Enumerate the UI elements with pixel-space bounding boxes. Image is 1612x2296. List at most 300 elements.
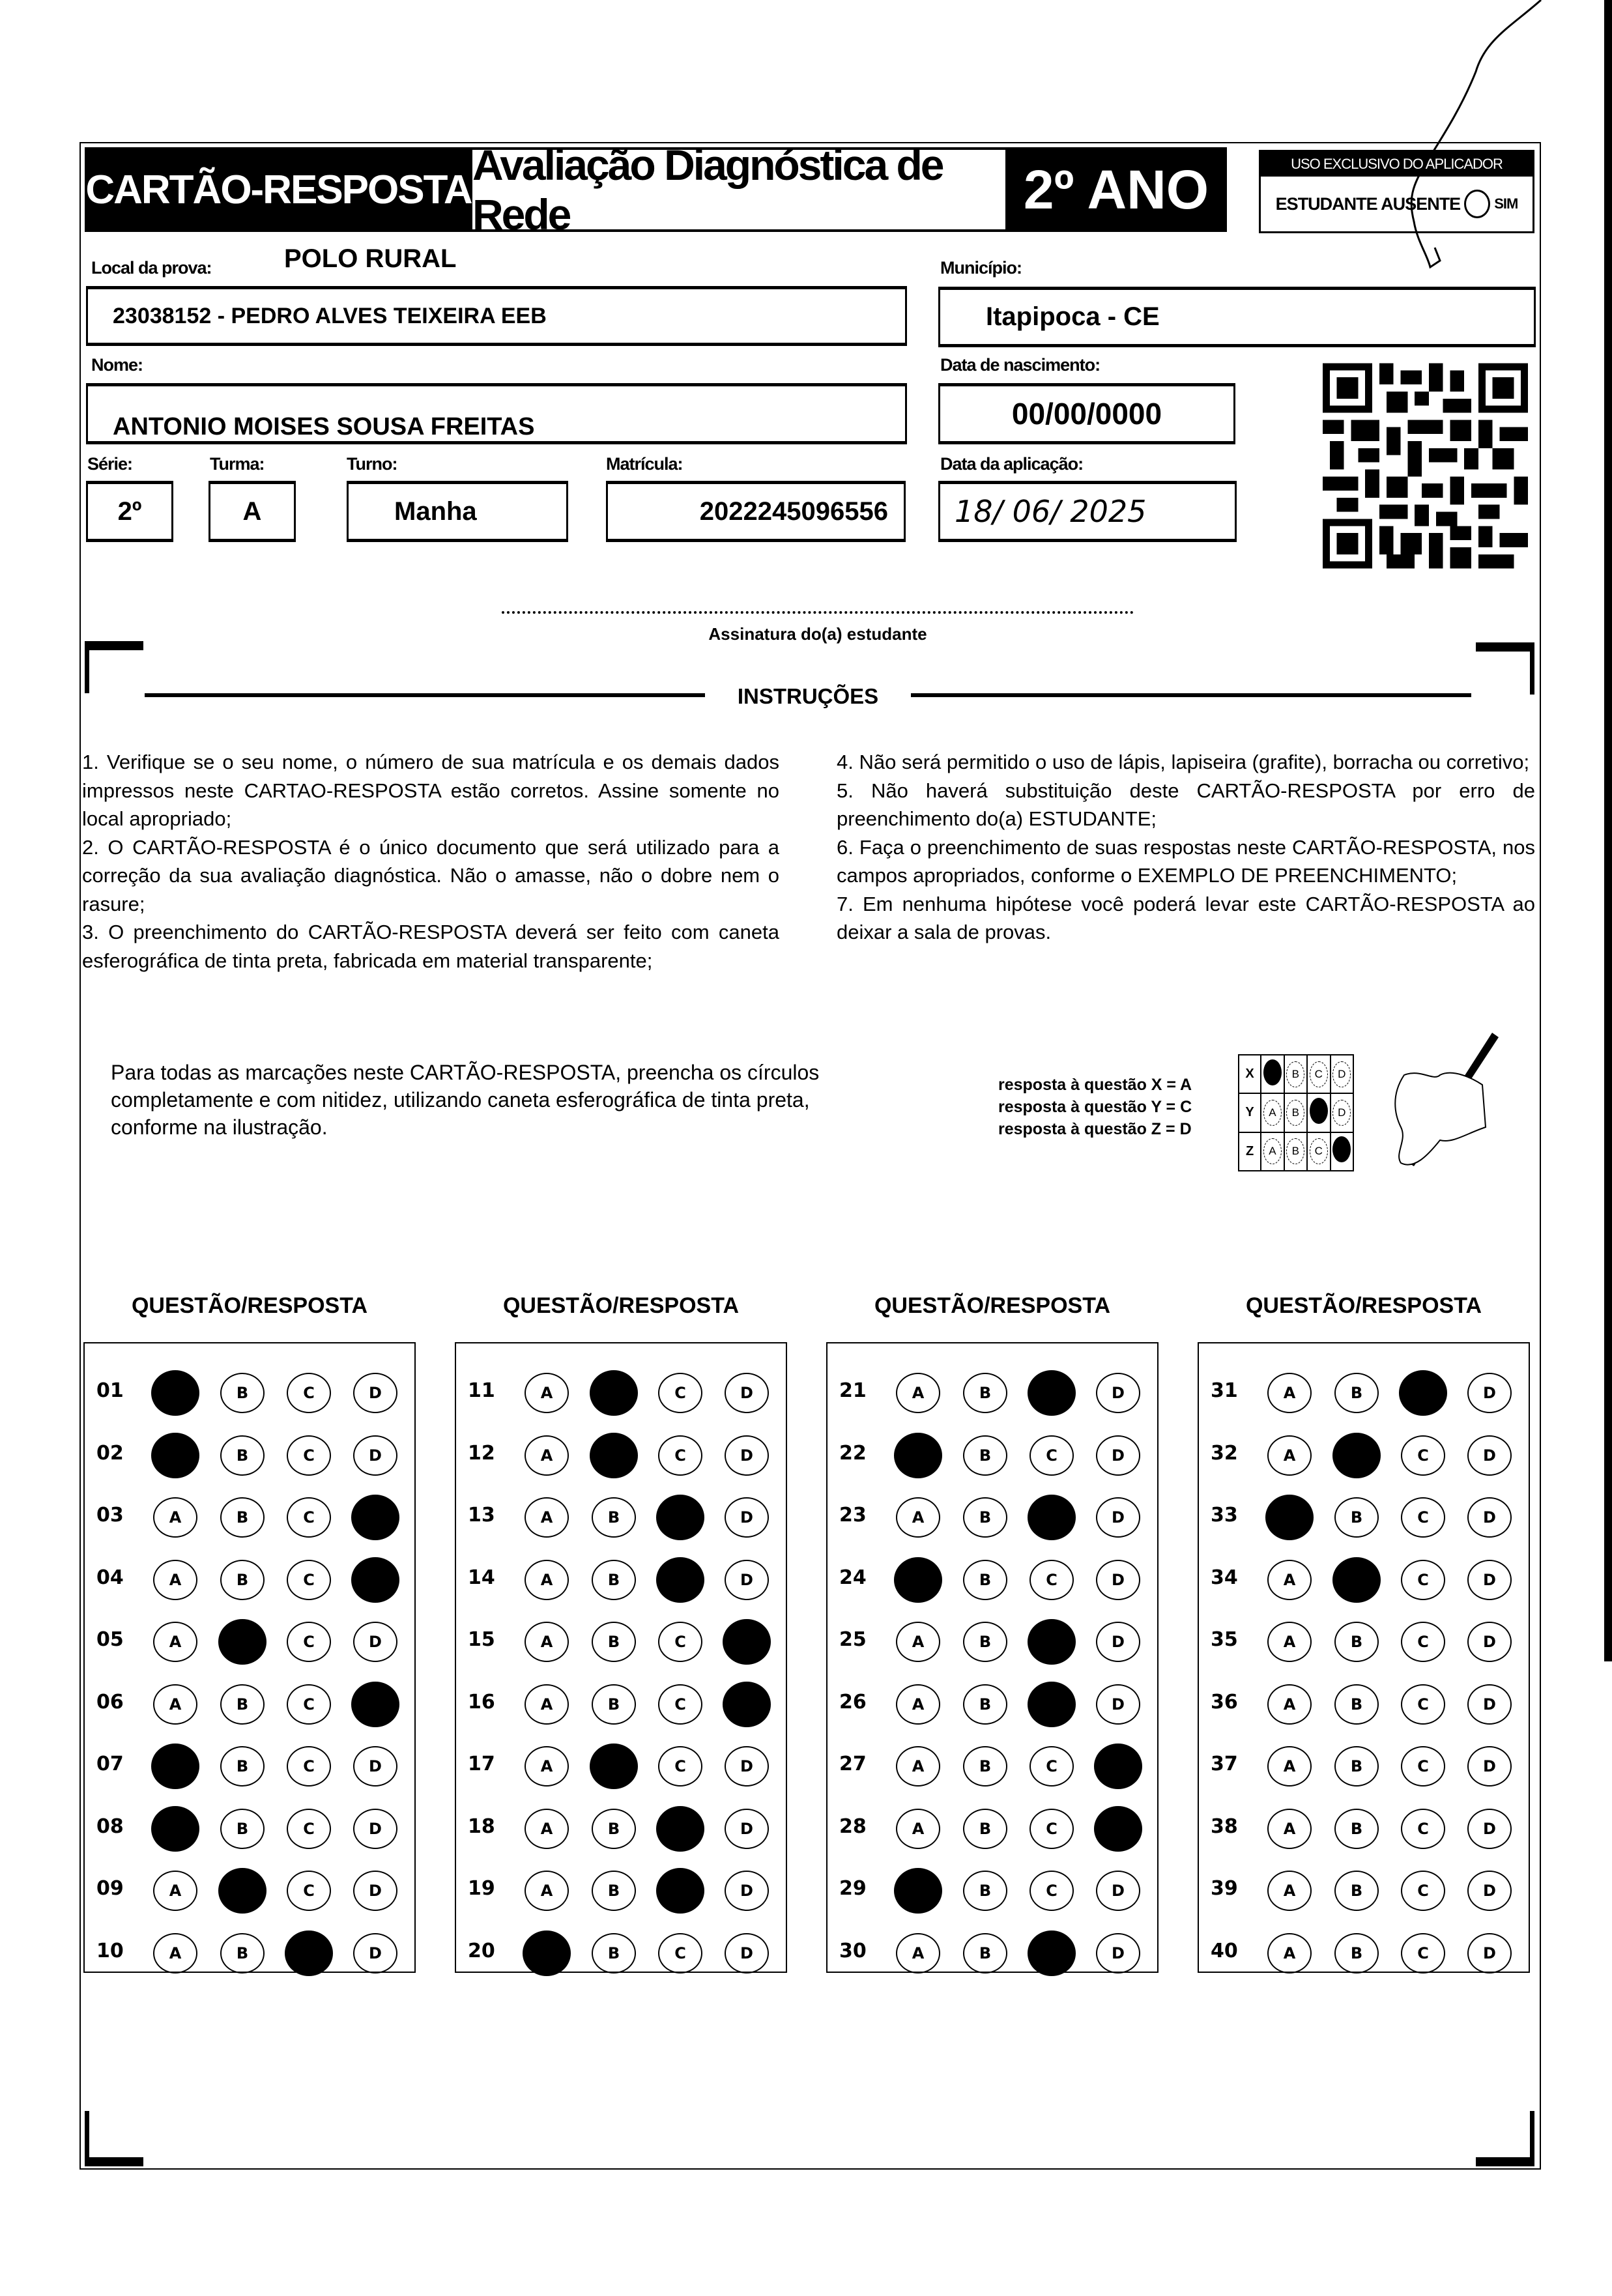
instructions-divider-right: [911, 693, 1471, 697]
answer-bubble[interactable]: B: [963, 1373, 1007, 1413]
question-row: [1199, 1746, 1529, 1785]
example-bubble-filled: [1263, 1059, 1282, 1085]
name-field: [86, 383, 907, 444]
answer-bubble[interactable]: C: [658, 1435, 702, 1476]
column-title: QUESTÃO/RESPOSTA: [1245, 1293, 1482, 1318]
answer-bubble[interactable]: B: [220, 1373, 265, 1413]
answer-bubble[interactable]: B: [592, 1809, 636, 1849]
question-row: [1199, 1435, 1529, 1474]
answer-bubble[interactable]: B: [1334, 1809, 1379, 1849]
question-row: [456, 1746, 786, 1785]
answer-bubble[interactable]: A: [896, 1684, 940, 1725]
question-number: 02: [96, 1441, 124, 1465]
answer-bubble[interactable]: A: [153, 1684, 197, 1725]
answer-bubble[interactable]: D: [725, 1933, 769, 1973]
answer-bubble-filled[interactable]: [590, 1370, 638, 1416]
answer-bubble[interactable]: B: [592, 1560, 636, 1600]
answer-bubble[interactable]: C: [1401, 1871, 1445, 1911]
answer-bubble-filled[interactable]: [1028, 1619, 1076, 1665]
question-row: [456, 1933, 786, 1972]
grade-year: 2º ANO: [1005, 147, 1227, 232]
example-bubble-filled: [1310, 1098, 1328, 1124]
answer-column-1: [83, 1342, 416, 1973]
example-bubble: A: [1263, 1100, 1282, 1126]
instruction-item: 7. Em nenhuma hipótese você poderá levar este CARTÃO-RESPOSTA ao deixar a sala de provas.: [837, 892, 1535, 943]
answer-bubble[interactable]: A: [525, 1435, 569, 1476]
shift-label: Turno:: [347, 454, 397, 474]
question-row: [85, 1435, 414, 1474]
answer-bubble-filled[interactable]: [1332, 1557, 1381, 1603]
example-bubble: C: [1310, 1138, 1328, 1164]
instruction-item: 5. Não haverá substituição deste CARTÃO-RESPOSTA por erro de preenchimento do(a) ESTUDANTE;: [837, 779, 1535, 830]
answer-bubble[interactable]: A: [153, 1497, 197, 1538]
answer-bubble[interactable]: D: [1096, 1497, 1140, 1538]
answer-bubble-filled[interactable]: [723, 1682, 771, 1727]
answer-bubble-filled[interactable]: [656, 1806, 704, 1852]
answer-bubble[interactable]: A: [1267, 1560, 1312, 1600]
answer-bubble[interactable]: A: [153, 1560, 197, 1600]
question-number: 14: [468, 1566, 495, 1589]
enrollment-value: 2022245096556: [699, 496, 888, 526]
card-title: CARTÃO-RESPOSTA: [85, 167, 472, 212]
registration-mark-bottom-right: [1476, 2111, 1534, 2166]
example-bubble: D: [1332, 1061, 1351, 1087]
answer-bubble[interactable]: D: [353, 1809, 397, 1849]
answer-bubble[interactable]: A: [525, 1809, 569, 1849]
question-row: [456, 1373, 786, 1412]
question-row: [85, 1871, 414, 1910]
answer-bubble[interactable]: D: [1467, 1684, 1512, 1725]
answer-bubble[interactable]: B: [1334, 1497, 1379, 1538]
question-number: 03: [96, 1504, 124, 1527]
question-row: [456, 1497, 786, 1536]
answer-bubble[interactable]: B: [592, 1497, 636, 1538]
question-row: [828, 1497, 1157, 1536]
question-row: [85, 1809, 414, 1848]
answer-bubble[interactable]: C: [1401, 1435, 1445, 1476]
fill-instructions: Para todas as marcações neste CARTÃO-RESPOSTA, preencha os círculos completamente e com nitidez, utilizando caneta esferográfica de tinta preta, conforme na ilustração.: [111, 1061, 820, 1139]
answer-bubble[interactable]: D: [1467, 1622, 1512, 1662]
registration-mark-top-right: [1476, 642, 1534, 695]
answer-bubble[interactable]: C: [658, 1933, 702, 1973]
answer-bubble[interactable]: C: [1029, 1746, 1074, 1787]
answer-bubble[interactable]: B: [592, 1622, 636, 1662]
answer-bubble[interactable]: B: [963, 1622, 1007, 1662]
answer-bubble-filled[interactable]: [351, 1682, 399, 1727]
question-row: [1199, 1373, 1529, 1412]
enrollment-label: Matrícula:: [606, 454, 683, 474]
answer-bubble[interactable]: C: [287, 1809, 331, 1849]
question-number: 18: [468, 1815, 495, 1838]
answer-bubble[interactable]: B: [1334, 1746, 1379, 1787]
answer-bubble[interactable]: C: [1401, 1684, 1445, 1725]
question-row: [85, 1746, 414, 1785]
exam-location-value: POLO RURAL: [284, 244, 457, 273]
question-row: [85, 1373, 414, 1412]
answer-bubble[interactable]: D: [1096, 1373, 1140, 1413]
answer-bubble[interactable]: B: [220, 1560, 265, 1600]
question-row: [456, 1560, 786, 1599]
answer-bubble[interactable]: D: [1096, 1435, 1140, 1476]
answer-bubble-filled[interactable]: [590, 1433, 638, 1478]
answer-column-2: [455, 1342, 787, 1973]
example-bubble: B: [1286, 1100, 1304, 1126]
municipality-label: Município:: [940, 258, 1022, 278]
answer-bubble[interactable]: B: [1334, 1373, 1379, 1413]
answer-bubble-filled[interactable]: [1028, 1930, 1076, 1976]
answer-bubble[interactable]: D: [725, 1871, 769, 1911]
question-number: 01: [96, 1379, 124, 1402]
answer-bubble[interactable]: A: [1267, 1933, 1312, 1973]
answer-bubble[interactable]: A: [896, 1746, 940, 1787]
instructions-divider-left: [145, 693, 705, 697]
answer-bubble-filled[interactable]: [656, 1495, 704, 1540]
answer-bubble[interactable]: A: [896, 1497, 940, 1538]
question-row: [828, 1933, 1157, 1972]
answer-bubble[interactable]: B: [963, 1560, 1007, 1600]
answer-bubble[interactable]: D: [353, 1435, 397, 1476]
birthdate-field: [938, 383, 1235, 444]
class-field: [209, 481, 296, 542]
question-row: [456, 1622, 786, 1661]
answer-bubble[interactable]: C: [1401, 1933, 1445, 1973]
answer-bubble[interactable]: C: [1401, 1622, 1445, 1662]
question-number: 07: [96, 1753, 124, 1775]
question-row: [1199, 1933, 1529, 1972]
answer-bubble[interactable]: B: [1334, 1933, 1379, 1973]
answer-bubble[interactable]: D: [725, 1746, 769, 1787]
answer-bubble[interactable]: B: [220, 1746, 265, 1787]
answer-bubble[interactable]: B: [1334, 1622, 1379, 1662]
question-row: [85, 1622, 414, 1661]
answer-bubble[interactable]: C: [658, 1373, 702, 1413]
instruction-item: 3. O preenchimento do CARTÃO-RESPOSTA deverá ser feito com caneta esferográfica de tinta preta, fabricada em material transparente;: [82, 921, 779, 972]
question-number: 20: [468, 1939, 495, 1962]
question-row: [85, 1560, 414, 1599]
answer-bubble-filled[interactable]: [1094, 1806, 1142, 1852]
question-number: 19: [468, 1877, 495, 1900]
question-number: 30: [839, 1939, 867, 1962]
answer-bubble-filled[interactable]: [218, 1868, 266, 1914]
applicator-heading: USO EXCLUSIVO DO APLICADOR: [1261, 152, 1533, 177]
hand-with-pen-icon: [1336, 1029, 1531, 1192]
answer-bubble[interactable]: A: [1267, 1684, 1312, 1725]
question-number: 35: [1211, 1628, 1238, 1651]
answer-bubble[interactable]: B: [592, 1933, 636, 1973]
answer-bubble[interactable]: D: [1467, 1746, 1512, 1787]
answer-bubble[interactable]: A: [1267, 1622, 1312, 1662]
answer-bubble-filled[interactable]: [656, 1868, 704, 1914]
exam-location-label: Local da prova:: [91, 258, 212, 278]
answer-bubble[interactable]: B: [963, 1497, 1007, 1538]
answer-bubble[interactable]: A: [525, 1746, 569, 1787]
answer-bubble-filled[interactable]: [351, 1557, 399, 1603]
answer-bubble[interactable]: C: [658, 1746, 702, 1787]
answer-bubble[interactable]: A: [153, 1622, 197, 1662]
answer-bubble-filled[interactable]: [1094, 1744, 1142, 1789]
application-date-value: 18/ 06/ 2025: [955, 494, 1147, 529]
answer-bubble[interactable]: D: [353, 1373, 397, 1413]
registration-mark-bottom-left: [85, 2111, 143, 2166]
answer-bubble[interactable]: B: [1334, 1871, 1379, 1911]
question-row: [85, 1684, 414, 1723]
answer-bubble-filled[interactable]: [1028, 1682, 1076, 1727]
question-number: 24: [839, 1566, 867, 1589]
question-number: 17: [468, 1753, 495, 1775]
question-row: [828, 1871, 1157, 1910]
answer-bubble[interactable]: C: [287, 1560, 331, 1600]
question-number: 15: [468, 1628, 495, 1651]
question-number: 34: [1211, 1566, 1238, 1589]
question-number: 21: [839, 1379, 867, 1402]
answer-bubble-filled[interactable]: [285, 1930, 333, 1976]
question-row: [456, 1871, 786, 1910]
application-date-label: Data da aplicação:: [940, 454, 1084, 474]
answer-bubble-filled[interactable]: [590, 1744, 638, 1789]
answer-bubble-filled[interactable]: [218, 1619, 266, 1665]
enrollment-field: [606, 481, 906, 542]
example-row-label: X: [1239, 1055, 1261, 1093]
answer-bubble[interactable]: D: [725, 1435, 769, 1476]
example-bubble: C: [1310, 1061, 1328, 1087]
answer-bubble[interactable]: A: [896, 1809, 940, 1849]
example-bubble: B: [1286, 1138, 1304, 1164]
answer-bubble[interactable]: A: [153, 1871, 197, 1911]
question-row: [456, 1435, 786, 1474]
answer-bubble[interactable]: C: [287, 1684, 331, 1725]
answer-bubble[interactable]: D: [1467, 1871, 1512, 1911]
answer-bubble-filled[interactable]: [151, 1433, 199, 1478]
question-number: 08: [96, 1815, 124, 1838]
application-date-field[interactable]: [938, 481, 1237, 542]
column-title: QUESTÃO/RESPOSTA: [131, 1293, 368, 1318]
example-legend-item: resposta à questão Y = C: [998, 1098, 1192, 1116]
answer-bubble[interactable]: A: [525, 1560, 569, 1600]
birthdate-value: 00/00/0000: [1011, 397, 1162, 431]
signature-line[interactable]: [502, 611, 1134, 614]
question-row: [828, 1435, 1157, 1474]
answer-bubble[interactable]: A: [525, 1497, 569, 1538]
municipality-field: [938, 287, 1536, 347]
question-number: 37: [1211, 1753, 1238, 1775]
answer-bubble-filled[interactable]: [151, 1806, 199, 1852]
answer-bubble[interactable]: D: [1096, 1684, 1140, 1725]
answer-bubble[interactable]: C: [658, 1684, 702, 1725]
question-number: 40: [1211, 1939, 1238, 1962]
answer-bubble[interactable]: C: [658, 1622, 702, 1662]
answer-bubble[interactable]: C: [287, 1622, 331, 1662]
answer-column-4: [1198, 1342, 1530, 1973]
example-bubble: D: [1332, 1100, 1351, 1126]
answer-bubble[interactable]: A: [1267, 1871, 1312, 1911]
example-legend-item: resposta à questão X = A: [998, 1076, 1192, 1094]
answer-bubble[interactable]: C: [1401, 1809, 1445, 1849]
grade-field: [86, 481, 173, 542]
question-row: [828, 1373, 1157, 1412]
class-label: Turma:: [210, 454, 265, 474]
question-number: 12: [468, 1441, 495, 1465]
answer-bubble[interactable]: C: [287, 1435, 331, 1476]
answer-bubble-filled[interactable]: [1265, 1495, 1314, 1540]
question-row: [85, 1933, 414, 1972]
question-number: 25: [839, 1628, 867, 1651]
answer-bubble[interactable]: D: [725, 1497, 769, 1538]
answer-bubble[interactable]: C: [1029, 1871, 1074, 1911]
birthdate-label: Data de nascimento:: [940, 355, 1101, 375]
example-row-label: Y: [1239, 1093, 1261, 1132]
answer-bubble[interactable]: D: [1467, 1497, 1512, 1538]
answer-bubble[interactable]: A: [525, 1622, 569, 1662]
question-row: [828, 1560, 1157, 1599]
answer-bubble-filled[interactable]: [523, 1930, 571, 1976]
answer-bubble[interactable]: D: [353, 1933, 397, 1973]
answer-bubble[interactable]: D: [1096, 1622, 1140, 1662]
answer-bubble[interactable]: D: [1467, 1933, 1512, 1973]
column-title: QUESTÃO/RESPOSTA: [874, 1293, 1111, 1318]
question-row: [1199, 1809, 1529, 1848]
answer-bubble[interactable]: B: [963, 1871, 1007, 1911]
question-number: 32: [1211, 1441, 1238, 1465]
question-row: [456, 1809, 786, 1848]
answer-bubble[interactable]: B: [963, 1435, 1007, 1476]
column-title: QUESTÃO/RESPOSTA: [502, 1293, 740, 1318]
question-number: 29: [839, 1877, 867, 1900]
question-number: 22: [839, 1441, 867, 1465]
answer-bubble[interactable]: A: [1267, 1809, 1312, 1849]
municipality-value: Itapipoca - CE: [986, 302, 1160, 331]
answer-bubble[interactable]: B: [220, 1435, 265, 1476]
answer-bubble[interactable]: C: [1401, 1497, 1445, 1538]
grade-label: Série:: [87, 454, 133, 474]
signature-label: Assinatura do(a) estudante: [708, 624, 927, 644]
answer-bubble[interactable]: C: [287, 1373, 331, 1413]
answer-bubble[interactable]: B: [963, 1746, 1007, 1787]
answer-bubble-filled[interactable]: [1028, 1495, 1076, 1540]
question-row: [456, 1684, 786, 1723]
instructions-left-column: [82, 748, 779, 975]
answer-bubble[interactable]: C: [1401, 1746, 1445, 1787]
answer-bubble[interactable]: D: [1096, 1871, 1140, 1911]
answer-bubble[interactable]: D: [725, 1373, 769, 1413]
answer-bubble-filled[interactable]: [1332, 1433, 1381, 1478]
answer-bubble-filled[interactable]: [656, 1557, 704, 1603]
question-row: [1199, 1497, 1529, 1536]
question-number: 10: [96, 1939, 124, 1962]
absent-option-label: SIM: [1494, 195, 1518, 212]
question-number: 04: [96, 1566, 124, 1589]
question-number: 36: [1211, 1690, 1238, 1714]
answer-bubble[interactable]: B: [592, 1684, 636, 1725]
question-row: [828, 1746, 1157, 1785]
answer-bubble[interactable]: C: [287, 1497, 331, 1538]
example-bubble: A: [1263, 1138, 1282, 1164]
question-row: [85, 1497, 414, 1536]
question-row: [1199, 1622, 1529, 1661]
answer-bubble-filled[interactable]: [723, 1619, 771, 1665]
answer-bubble[interactable]: B: [220, 1933, 265, 1973]
answer-bubble-filled[interactable]: [1028, 1370, 1076, 1416]
answer-bubble[interactable]: A: [896, 1373, 940, 1413]
qr-code: [1323, 362, 1528, 570]
answer-bubble[interactable]: C: [1029, 1435, 1074, 1476]
answer-bubble[interactable]: D: [725, 1809, 769, 1849]
answer-bubble[interactable]: D: [1467, 1435, 1512, 1476]
example-legend-item: resposta à questão Z = D: [998, 1120, 1192, 1138]
question-number: 06: [96, 1690, 124, 1714]
answer-bubble[interactable]: C: [287, 1871, 331, 1911]
absent-label: ESTUDANTE AUSENTE: [1275, 194, 1461, 214]
answer-bubble-filled[interactable]: [894, 1433, 942, 1478]
question-number: 23: [839, 1504, 867, 1527]
answer-bubble[interactable]: B: [963, 1684, 1007, 1725]
answer-bubble[interactable]: D: [1096, 1560, 1140, 1600]
answer-bubble[interactable]: B: [220, 1684, 265, 1725]
name-label: Nome:: [91, 355, 143, 375]
example-bubble: B: [1286, 1061, 1304, 1087]
answer-bubble[interactable]: A: [525, 1373, 569, 1413]
answer-bubble-filled[interactable]: [894, 1868, 942, 1914]
example-legend: [998, 1074, 1192, 1140]
question-row: [828, 1684, 1157, 1723]
answer-bubble[interactable]: A: [525, 1684, 569, 1725]
answer-bubble-filled[interactable]: [351, 1495, 399, 1540]
answer-bubble[interactable]: D: [725, 1560, 769, 1600]
answer-bubble-filled[interactable]: [151, 1744, 199, 1789]
answer-bubble[interactable]: D: [1467, 1809, 1512, 1849]
answer-bubble[interactable]: A: [1267, 1435, 1312, 1476]
question-row: [828, 1622, 1157, 1661]
answer-bubble[interactable]: D: [353, 1871, 397, 1911]
answer-bubble-filled[interactable]: [151, 1370, 199, 1416]
school-field: [86, 286, 907, 346]
answer-bubble[interactable]: A: [1267, 1746, 1312, 1787]
instructions-title: INSTRUÇÕES: [737, 684, 879, 708]
answer-bubble[interactable]: B: [592, 1871, 636, 1911]
answer-bubble[interactable]: B: [1334, 1684, 1379, 1725]
answer-bubble[interactable]: C: [1401, 1560, 1445, 1600]
question-number: 26: [839, 1690, 867, 1714]
question-row: [1199, 1684, 1529, 1723]
example-row-label: Z: [1239, 1132, 1261, 1171]
answer-bubble[interactable]: B: [220, 1497, 265, 1538]
answer-bubble[interactable]: A: [896, 1622, 940, 1662]
answer-bubble[interactable]: C: [287, 1746, 331, 1787]
answer-bubble-filled[interactable]: [894, 1557, 942, 1603]
answer-bubble[interactable]: D: [353, 1622, 397, 1662]
answer-bubble[interactable]: C: [1029, 1560, 1074, 1600]
answer-bubble[interactable]: A: [525, 1871, 569, 1911]
question-number: 39: [1211, 1877, 1238, 1900]
shift-field: [347, 481, 568, 542]
answer-bubble[interactable]: A: [1267, 1373, 1312, 1413]
name-value: ANTONIO MOISES SOUSA FREITAS: [113, 412, 535, 440]
grade-value: 2º: [117, 496, 142, 526]
answer-bubble[interactable]: B: [220, 1809, 265, 1849]
answer-bubble[interactable]: A: [153, 1933, 197, 1973]
answer-bubble[interactable]: A: [896, 1933, 940, 1973]
answer-bubble[interactable]: D: [353, 1746, 397, 1787]
instruction-item: 6. Faça o preenchimento de suas respostas neste CARTÃO-RESPOSTA, nos campos apropriados, conforme o EXEMPLO DE PREENCHIMENTO;: [837, 835, 1535, 887]
answer-bubble[interactable]: D: [1467, 1373, 1512, 1413]
answer-bubble[interactable]: C: [1029, 1809, 1074, 1849]
question-number: 28: [839, 1815, 867, 1838]
answer-bubble[interactable]: B: [963, 1933, 1007, 1973]
answer-bubble[interactable]: D: [1467, 1560, 1512, 1600]
instructions-right-column: [837, 748, 1535, 947]
answer-bubble[interactable]: B: [963, 1809, 1007, 1849]
answer-bubble[interactable]: D: [1096, 1933, 1140, 1973]
answer-bubble-filled[interactable]: [1399, 1370, 1447, 1416]
